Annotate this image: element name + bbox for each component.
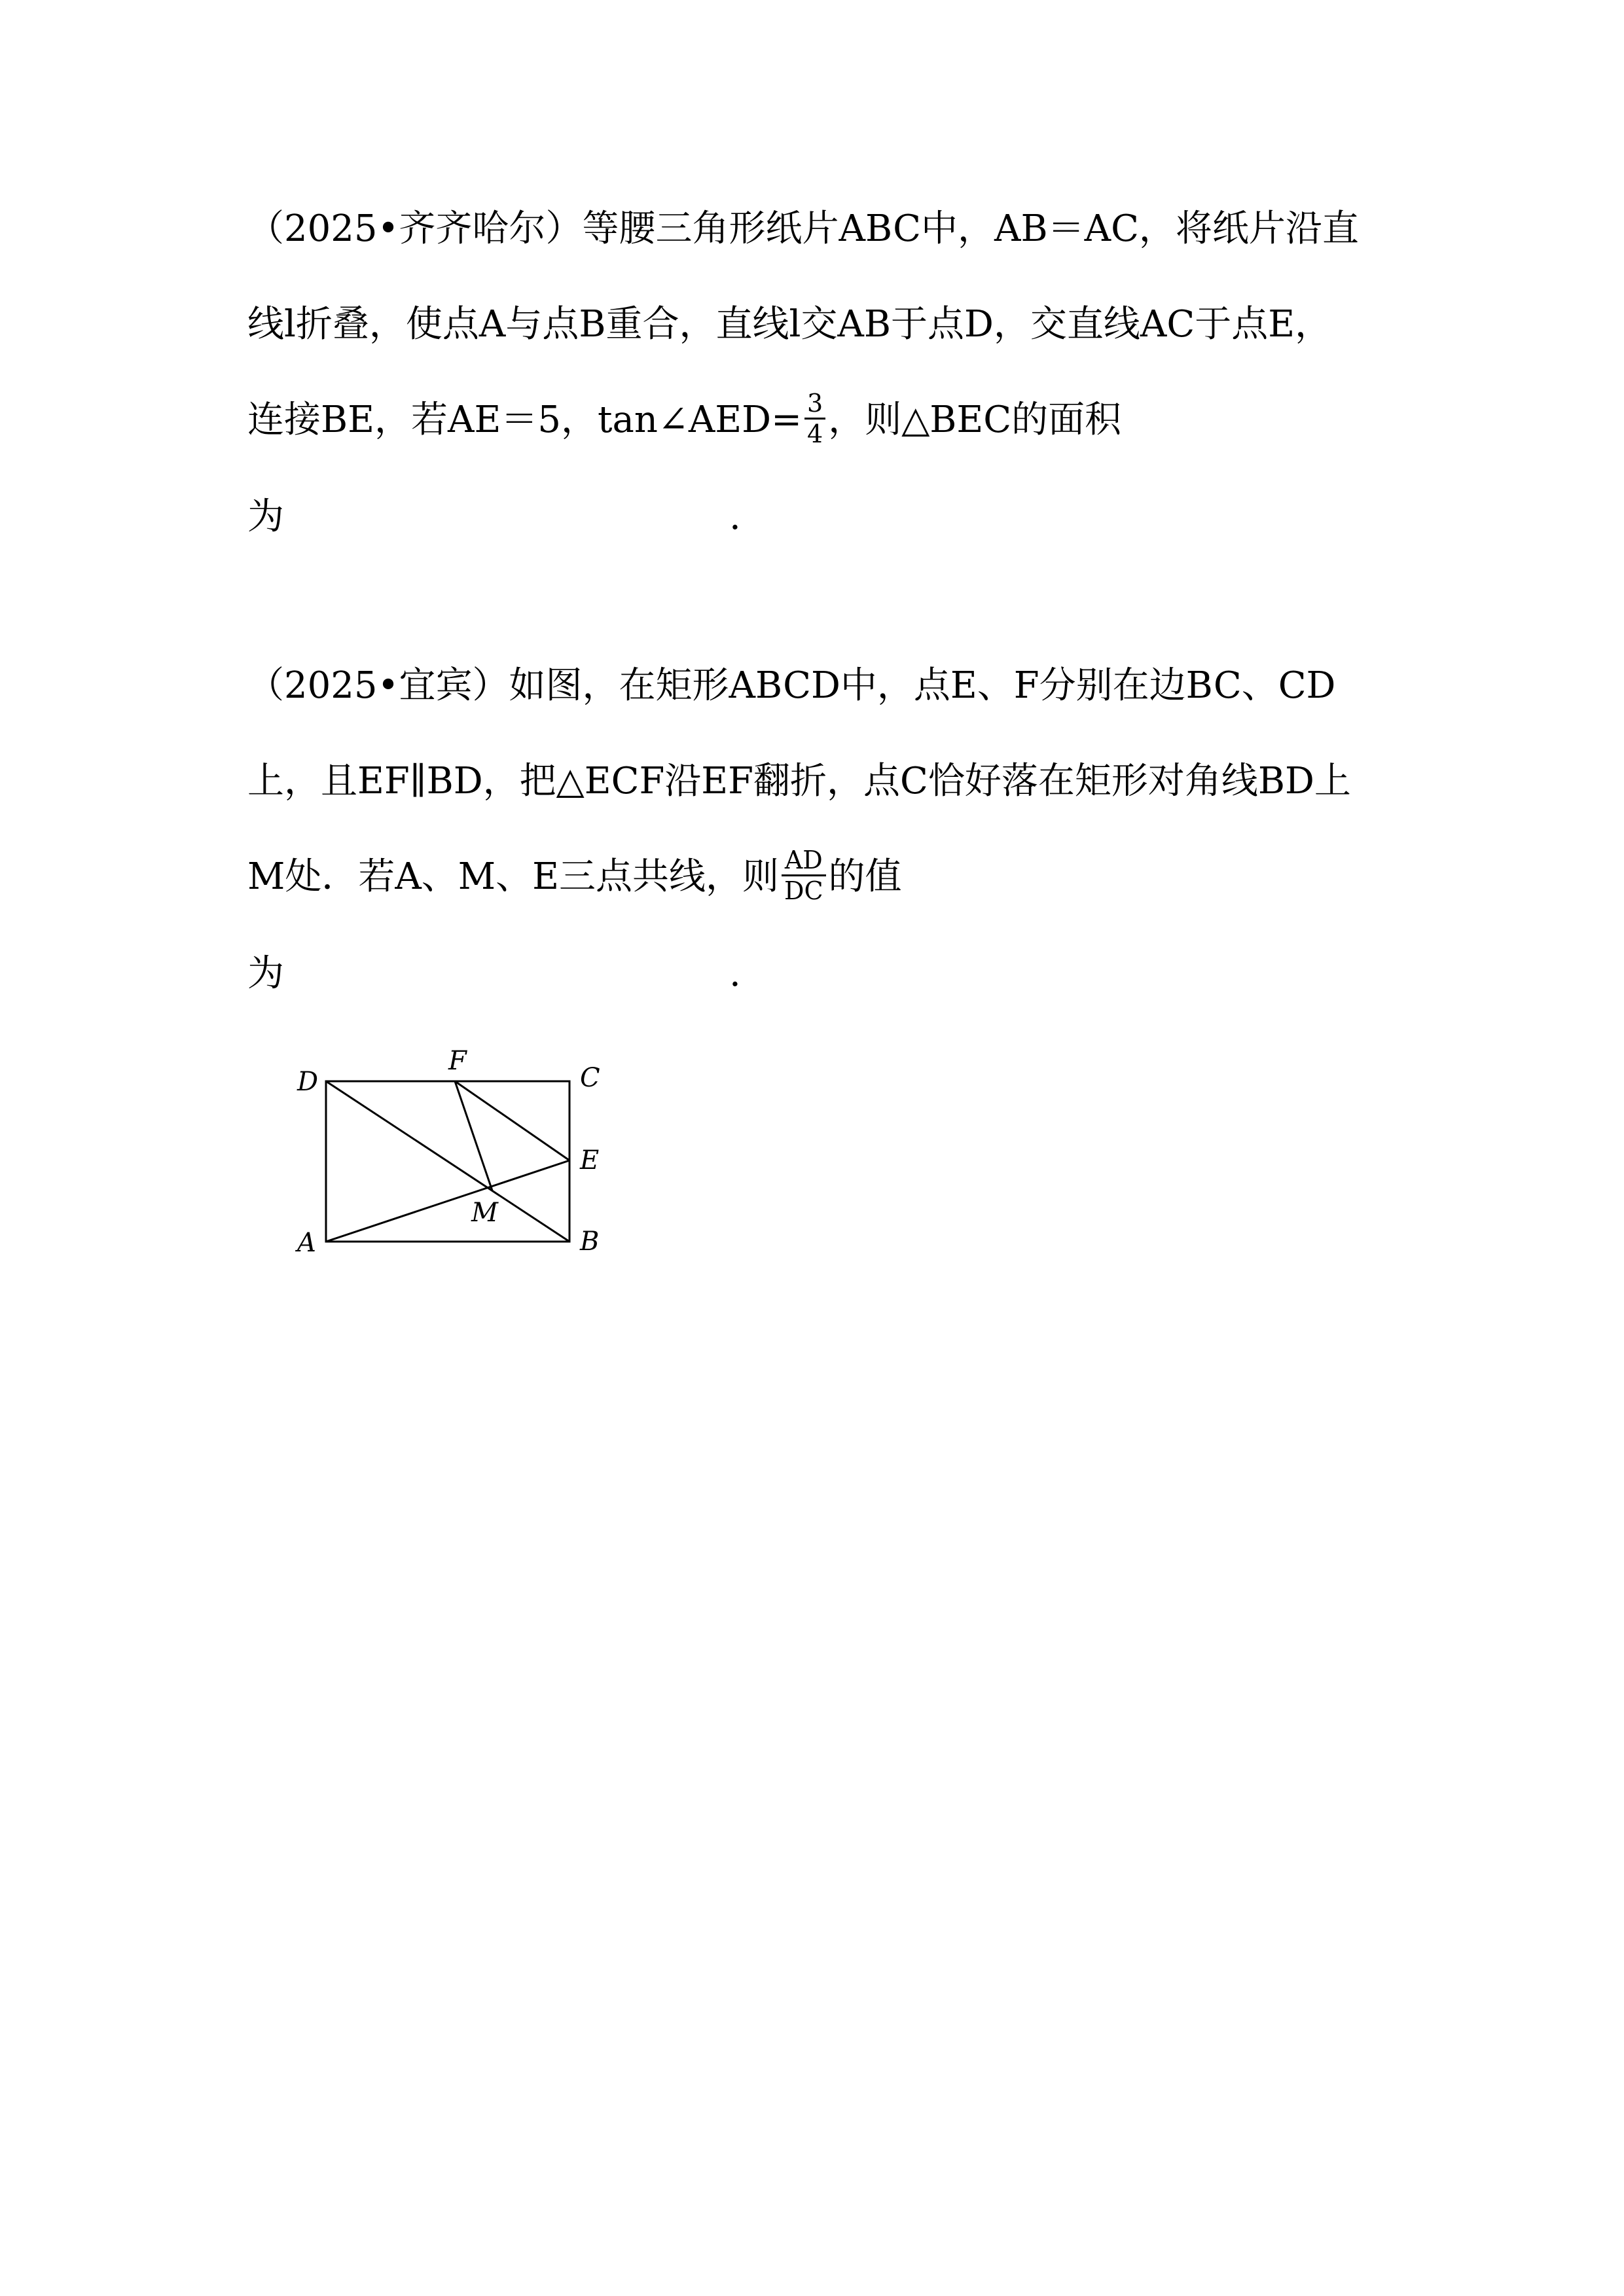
point-label-f: F — [448, 1046, 467, 1076]
problem-1-text-2: 线l折叠，使点A与点B重合，直线l交AB于点D，交直线AC于点E， — [247, 303, 1332, 346]
diagonal-bd — [326, 1081, 569, 1242]
problem-2-text-3b: 的值 — [828, 855, 902, 898]
problem-2-line-3 — [247, 848, 902, 906]
problem-1-answer-prefix: 为 — [247, 495, 284, 538]
problem-2-answer-period: . — [729, 952, 741, 995]
problem-2-text-2: 上，且EF∥BD，把△ECF沿EF翻折，点C恰好落在矩形对角线BD上 — [247, 760, 1351, 802]
problem-2-line-4 — [247, 944, 284, 1003]
segment-ae — [326, 1160, 569, 1242]
problem-2-text-1: （2025•宜宾）如图，在矩形ABCD中，点E、F分别在边BC、CD — [247, 664, 1336, 707]
point-label-b: B — [580, 1227, 600, 1257]
point-label-c: C — [580, 1063, 600, 1093]
point-label-d: D — [297, 1067, 319, 1097]
problem-1-text-3b: ，则△BEC的面积 — [828, 399, 1122, 441]
problem-1-line-4 — [247, 488, 284, 547]
problem-1-answer-period: . — [729, 495, 741, 538]
problem-2-line-2 — [247, 752, 1351, 811]
rectangle-fold-diagram — [281, 1034, 622, 1270]
problem-1-line-3 — [247, 391, 1121, 450]
problem-1-line-1 — [247, 200, 1359, 259]
problem-2-answer-prefix: 为 — [247, 952, 284, 995]
fraction-numerator: AD — [782, 846, 826, 876]
point-label-m: M — [471, 1198, 498, 1228]
fraction-numerator: 3 — [804, 389, 825, 420]
fraction-ad-over-dc — [782, 846, 826, 905]
fraction-denominator: 4 — [807, 420, 823, 448]
fraction-three-quarters — [804, 389, 825, 448]
segment-fe — [455, 1081, 569, 1160]
segment-fm — [455, 1081, 492, 1191]
point-label-e: E — [580, 1145, 600, 1175]
geometry-figure — [281, 1034, 622, 1270]
fraction-denominator: DC — [784, 876, 823, 905]
problem-1-text-3a: 连接BE，若AE＝5，tan∠AED= — [247, 399, 802, 441]
point-label-a: A — [297, 1228, 316, 1258]
problem-2-line-1 — [247, 656, 1335, 715]
problem-1-line-2 — [247, 295, 1331, 354]
problem-2-text-3a: M处．若A、M、E三点共线，则 — [247, 855, 779, 898]
problem-1-text-1: （2025•齐齐哈尔）等腰三角形纸片ABC中，AB＝AC，将纸片沿直 — [247, 207, 1359, 250]
